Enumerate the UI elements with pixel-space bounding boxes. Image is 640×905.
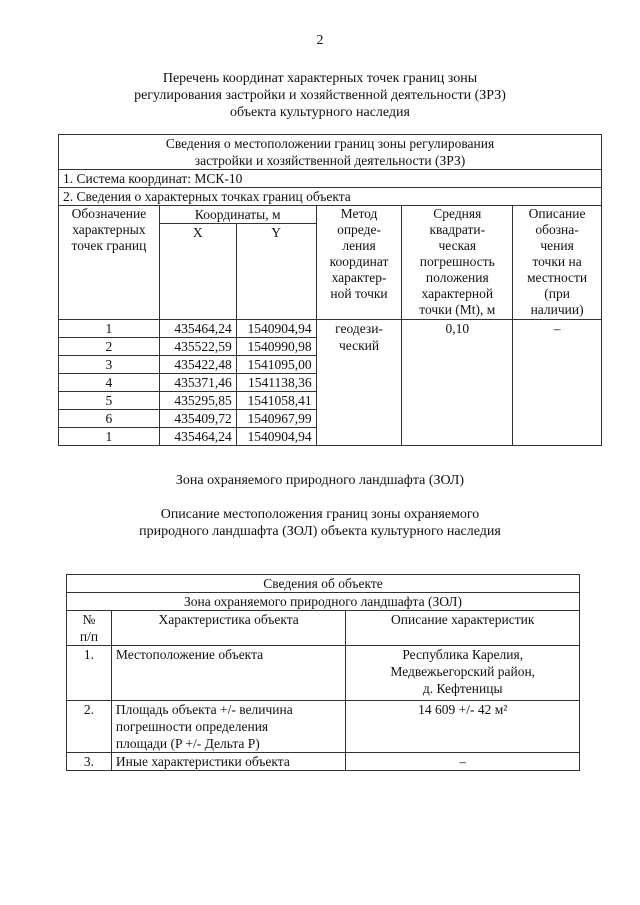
points-info-row: 2. Сведения о характерных точках границ объекта — [59, 188, 602, 206]
method-value: геодези- ческий — [316, 320, 402, 446]
table-row: 6 435409,72 1540967,99 — [59, 410, 602, 428]
zone-header: Зона охраняемого природного ландшафта (ЗОЛ) — [67, 593, 580, 611]
col-characteristic: Характеристика объекта — [111, 611, 346, 646]
document-title — [60, 70, 580, 121]
page-number: 2 — [316, 33, 324, 48]
table-row: 4 435371,46 1541138,36 — [59, 374, 602, 392]
object-info-table — [66, 574, 580, 771]
col-method: Метод опреде- ления координат характер- ной точки — [316, 206, 402, 320]
table-row: 2. Площадь объекта +/- величина погрешности определения площади (P +/- Дельта P) 14 609 +/- 42 м² — [67, 701, 580, 753]
description-title: Описание местоположения границ зоны охраняемого природного ландшафта (ЗОЛ) объекта культурного наследия — [139, 507, 501, 539]
coordinates-table — [58, 134, 602, 446]
title-line: Перечень координат характерных точек границ зоны — [162, 71, 478, 86]
table-header: Сведения о местоположении границ зоны регулирования застройки и хозяйственной деятельности (ЗРЗ) — [59, 135, 602, 170]
table-row: 3. Иные характеристики объекта – — [67, 753, 580, 771]
col-coordinates: Координаты, м — [159, 206, 316, 224]
table-row: 5 435295,85 1541058,41 — [59, 392, 602, 410]
col-description: Описание обозна- чения точки на местности (при наличии) — [513, 206, 602, 320]
col-x: X — [159, 224, 236, 320]
table-header: Сведения об объекте — [67, 575, 580, 593]
error-value: 0,10 — [402, 320, 513, 446]
description-value: – — [513, 320, 602, 446]
col-error: Средняя квадрати- ческая погрешность положения характерной точки (Mt), м — [402, 206, 513, 320]
title-line: регулирования застройки и хозяйственной деятельности (ЗРЗ) — [134, 88, 506, 103]
table-row: 2 435522,59 1540990,98 — [59, 338, 602, 356]
coordinate-system-row: 1. Система координат: МСК-10 — [59, 170, 602, 188]
table-row: 1 435464,24 1540904,94 — [59, 428, 602, 446]
col-designation: Обозначение характерных точек границ — [59, 206, 160, 320]
col-y: Y — [236, 224, 316, 320]
col-number: № п/п — [67, 611, 112, 646]
title-line: объекта культурного наследия — [230, 105, 410, 120]
table-row: 1. Местоположение объекта Республика Карелия, Медвежьегорский район, д. Кефтеницы — [67, 646, 580, 701]
table-row: 1 435464,24 1540904,94 геодези- ческий 0,10 – — [59, 320, 602, 338]
col-char-description: Описание характеристик — [346, 611, 580, 646]
table-row: 3 435422,48 1541095,00 — [59, 356, 602, 374]
zone-title: Зона охраняемого природного ландшафта (ЗОЛ) — [175, 473, 465, 488]
